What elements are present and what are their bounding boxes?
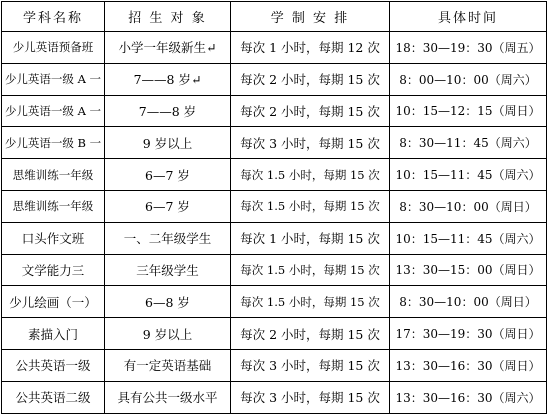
table-row <box>2 349 547 381</box>
cell-subject: 少儿英语预备班 <box>2 32 105 64</box>
header-subject: 学科名称 <box>2 2 105 32</box>
cell-target: 有一定英语基础 <box>105 349 231 381</box>
cell-time: 13：30—16：30（周六） <box>390 381 547 413</box>
table-row <box>2 95 547 127</box>
table-row <box>2 63 547 95</box>
header-target: 招 生 对 象 <box>105 2 231 32</box>
cell-target: 9 岁以上 <box>105 127 231 159</box>
cell-target: 7——8 岁↵ <box>105 63 231 95</box>
cell-time: 8：00—10：00（周六） <box>390 63 547 95</box>
cell-time: 10：15—11：45（周六） <box>390 222 547 254</box>
cell-subject: 少儿英语一级 A 一 <box>2 95 105 127</box>
cell-schedule: 每次 1 小时，每期 15 次 <box>231 222 390 254</box>
cell-target: 6—7 岁 <box>105 159 231 191</box>
cell-target: 具有公共一级水平 <box>105 381 231 413</box>
cell-schedule: 每次 2 小时，每期 15 次 <box>231 95 390 127</box>
cell-time: 8：30—10：00（周日） <box>390 286 547 318</box>
cell-schedule: 每次 1.5 小时，每期 15 次 <box>231 190 390 222</box>
cell-time: 18：30—19：30（周五） <box>390 32 547 64</box>
table-row <box>2 254 547 286</box>
cell-subject: 思维训练一年级 <box>2 159 105 191</box>
table-row <box>2 286 547 318</box>
table-row <box>2 127 547 159</box>
cell-time: 13：30—15：00（周日） <box>390 254 547 286</box>
cell-schedule: 每次 1.5 小时，每期 15 次 <box>231 254 390 286</box>
cell-schedule: 每次 2 小时，每期 15 次 <box>231 63 390 95</box>
header-time: 具体时间 <box>390 2 547 32</box>
cell-subject: 素描入门 <box>2 318 105 350</box>
cell-time: 8：30—10：00（周日） <box>390 190 547 222</box>
cell-schedule: 每次 1.5 小时，每期 15 次 <box>231 286 390 318</box>
table-row <box>2 159 547 191</box>
cell-target: 6—8 岁 <box>105 286 231 318</box>
cell-schedule: 每次 1 小时，每期 12 次 <box>231 32 390 64</box>
cell-subject: 少儿英语一级 B 一 <box>2 127 105 159</box>
cell-target: 6—7 岁 <box>105 190 231 222</box>
cell-subject: 公共英语一级 <box>2 349 105 381</box>
cell-schedule: 每次 3 小时，每期 15 次 <box>231 127 390 159</box>
cell-target: 7——8 岁 <box>105 95 231 127</box>
cell-schedule: 每次 3 小时，每期 15 次 <box>231 381 390 413</box>
header-row <box>2 2 547 32</box>
cell-schedule: 每次 1.5 小时，每期 15 次 <box>231 159 390 191</box>
cell-subject: 文学能力三 <box>2 254 105 286</box>
cell-time: 10：15—12：15（周日） <box>390 95 547 127</box>
header-schedule: 学 制 安 排 <box>231 2 390 32</box>
cell-subject: 公共英语二级 <box>2 381 105 413</box>
cell-target: 三年级学生 <box>105 254 231 286</box>
cell-target: 小学一年级新生↵ <box>105 32 231 64</box>
cell-time: 17：30—19：30（周日） <box>390 318 547 350</box>
cell-time: 8：30—11：45（周六） <box>390 127 547 159</box>
table-row <box>2 190 547 222</box>
cell-subject: 口头作文班 <box>2 222 105 254</box>
cell-schedule: 每次 2 小时，每期 15 次 <box>231 318 390 350</box>
cell-time: 13：30—16：30（周日） <box>390 349 547 381</box>
cell-subject: 思维训练一年级 <box>2 190 105 222</box>
table-row <box>2 32 547 64</box>
table-row <box>2 318 547 350</box>
cell-target: 一、二年级学生 <box>105 222 231 254</box>
cell-subject: 少儿绘画（一） <box>2 286 105 318</box>
cell-target: 9 岁以上 <box>105 318 231 350</box>
cell-time: 10：15—11：45（周六） <box>390 159 547 191</box>
cell-subject: 少儿英语一级 A 一 <box>2 63 105 95</box>
table-row <box>2 381 547 413</box>
cell-schedule: 每次 3 小时，每期 15 次 <box>231 349 390 381</box>
course-schedule-table <box>1 1 547 414</box>
table-row <box>2 222 547 254</box>
